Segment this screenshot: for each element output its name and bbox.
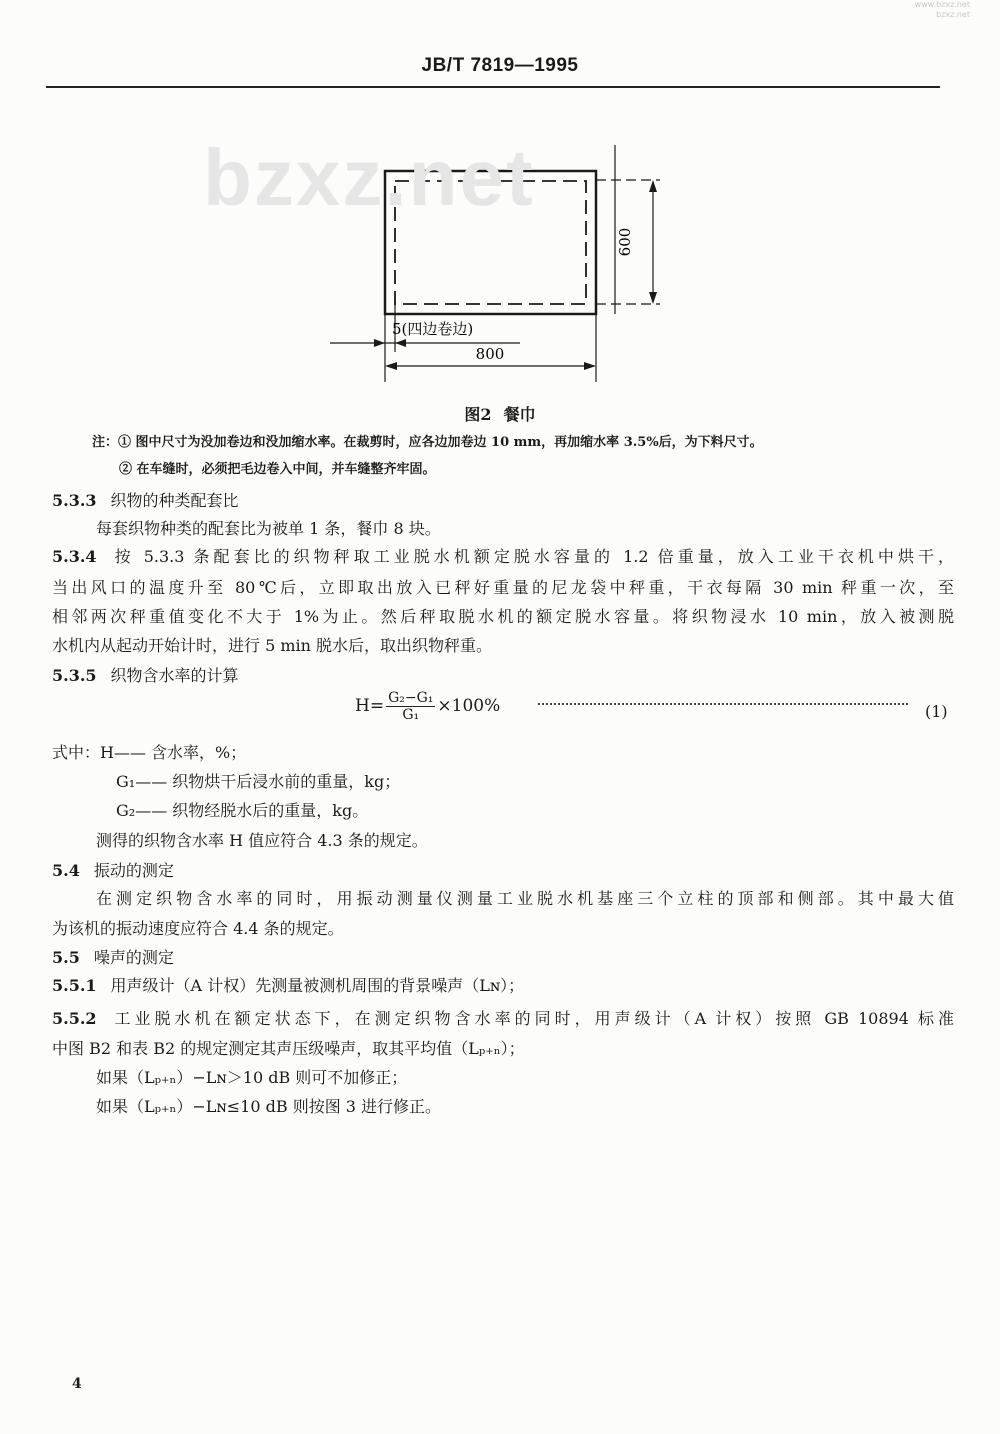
section-5-3-5-heading (52, 663, 954, 686)
section-title: 织物的种类配套比 (110, 491, 239, 510)
section-5-3-3-body: 每套织物种类的配套比为被单 1 条，餐巾 8 块。 (96, 519, 441, 538)
section-5-3-3-heading (52, 488, 954, 511)
formula-rhs: ×100% (437, 696, 501, 716)
section-number: 5.3.5 (52, 666, 97, 685)
section-number: 5.4 (52, 861, 80, 880)
section-5-3-4-line4: 水机内从起动开始计时，进行 5 min 脱水后，取出织物秤重。 (52, 636, 493, 655)
section-5-4-line1: 在测定织物含水率的同时，用振动测量仪测量工业脱水机基座三个立柱的顶部和侧部。其中最大值 (96, 889, 954, 908)
section-5-4-heading (52, 858, 954, 881)
width-label: 800 (475, 345, 505, 363)
section-title: 振动的测定 (93, 861, 174, 880)
section-number: 5.3.4 (52, 547, 97, 566)
document-header: JB/T 7819—1995 (421, 55, 579, 76)
formula-numerator: G₂−G₁ (388, 690, 434, 706)
section-5-3-4-line3: 相邻两次秤重值变化不大于 1%为止。然后秤取脱水机的额定脱水容量。将织物浸水 10 min，放入被测脱 (52, 607, 954, 626)
equation-number: (1) (925, 702, 948, 721)
correction-condition-2: 如果（Lₚ₊ₙ）−Lɴ≤10 dB 则按图 3 进行修正。 (96, 1097, 442, 1116)
section-5-5-2-line1 (52, 1006, 954, 1029)
figure-number: 图2 (464, 405, 492, 424)
note-2: ② 在车缝时，必须把毛边卷入中间，并车缝整齐牢固。 (119, 462, 436, 477)
note-1: 注：① 图中尺寸为没加卷边和没加缩水率。在裁剪时，应各边加卷边 10 mm，再加缩水率 3.5%后，为下料尺寸。 (92, 435, 763, 450)
section-title: 噪声的测定 (93, 948, 174, 967)
moisture-conformity: 测得的织物含水率 H 值应符合 4.3 条的规定。 (96, 831, 428, 850)
section-5-5-heading (52, 945, 954, 968)
paragraph-text: 按 5.3.3 条配套比的织物秤取工业脱水机额定脱水容量的 1.2 倍重量，放入工业干衣机中烘干， (110, 547, 954, 566)
formula-lhs: H= (355, 696, 385, 716)
section-5-4-line2: 为该机的振动速度应符合 4.4 条的规定。 (52, 919, 344, 938)
formula-g2-definition: G₂—— 织物经脱水后的重量，kg。 (116, 801, 369, 820)
corner-watermark-line1: www.bzxz.net (914, 0, 970, 9)
section-5-5-1 (52, 973, 954, 996)
formula-fraction (386, 690, 435, 723)
corner-watermark-line2: bzxz.net (936, 10, 970, 19)
section-number: 5.5 (52, 948, 80, 967)
section-number: 5.5.1 (52, 976, 97, 995)
section-number: 5.3.3 (52, 491, 97, 510)
section-5-5-2-line2: 中图 B2 和表 B2 的规定测定其声压级噪声，取其平均值（Lₚ₊ₙ）； (52, 1039, 525, 1058)
formula-leader-dots (538, 703, 908, 705)
correction-condition-1: 如果（Lₚ₊ₙ）−Lɴ＞10 dB 则可不加修正； (96, 1068, 408, 1087)
figure-title: 餐巾 (503, 405, 536, 424)
hem-label: 5(四边卷边) (392, 320, 474, 338)
formula-denominator: G₁ (402, 707, 420, 723)
section-number: 5.5.2 (52, 1009, 97, 1028)
formula-g1-definition: G₁—— 织物烘干后浸水前的重量，kg； (116, 772, 401, 791)
page-number: 4 (72, 1376, 82, 1392)
moisture-formula (355, 690, 500, 723)
paragraph-text: 工业脱水机在额定状态下，在测定织物含水率的同时，用声级计（A 计权）按照 GB 10894 标准 (110, 1009, 954, 1028)
height-label: 600 (616, 227, 634, 257)
section-title: 织物含水率的计算 (110, 666, 239, 685)
formula-where: 式中：H—— 含水率，%； (52, 743, 247, 762)
paragraph-text: 用声级计（A 计权）先测量被测机周围的背景噪声（Lɴ）； (110, 976, 525, 995)
watermark: bzxz.net (203, 133, 535, 222)
figure-caption (0, 402, 1000, 425)
section-5-3-4-line1 (52, 544, 954, 567)
section-5-3-4-line2: 当出风口的温度升至 80℃后，立即取出放入已秤好重量的尼龙袋中秤重，干衣每隔 30 min 秤重一次，至 (52, 578, 954, 597)
